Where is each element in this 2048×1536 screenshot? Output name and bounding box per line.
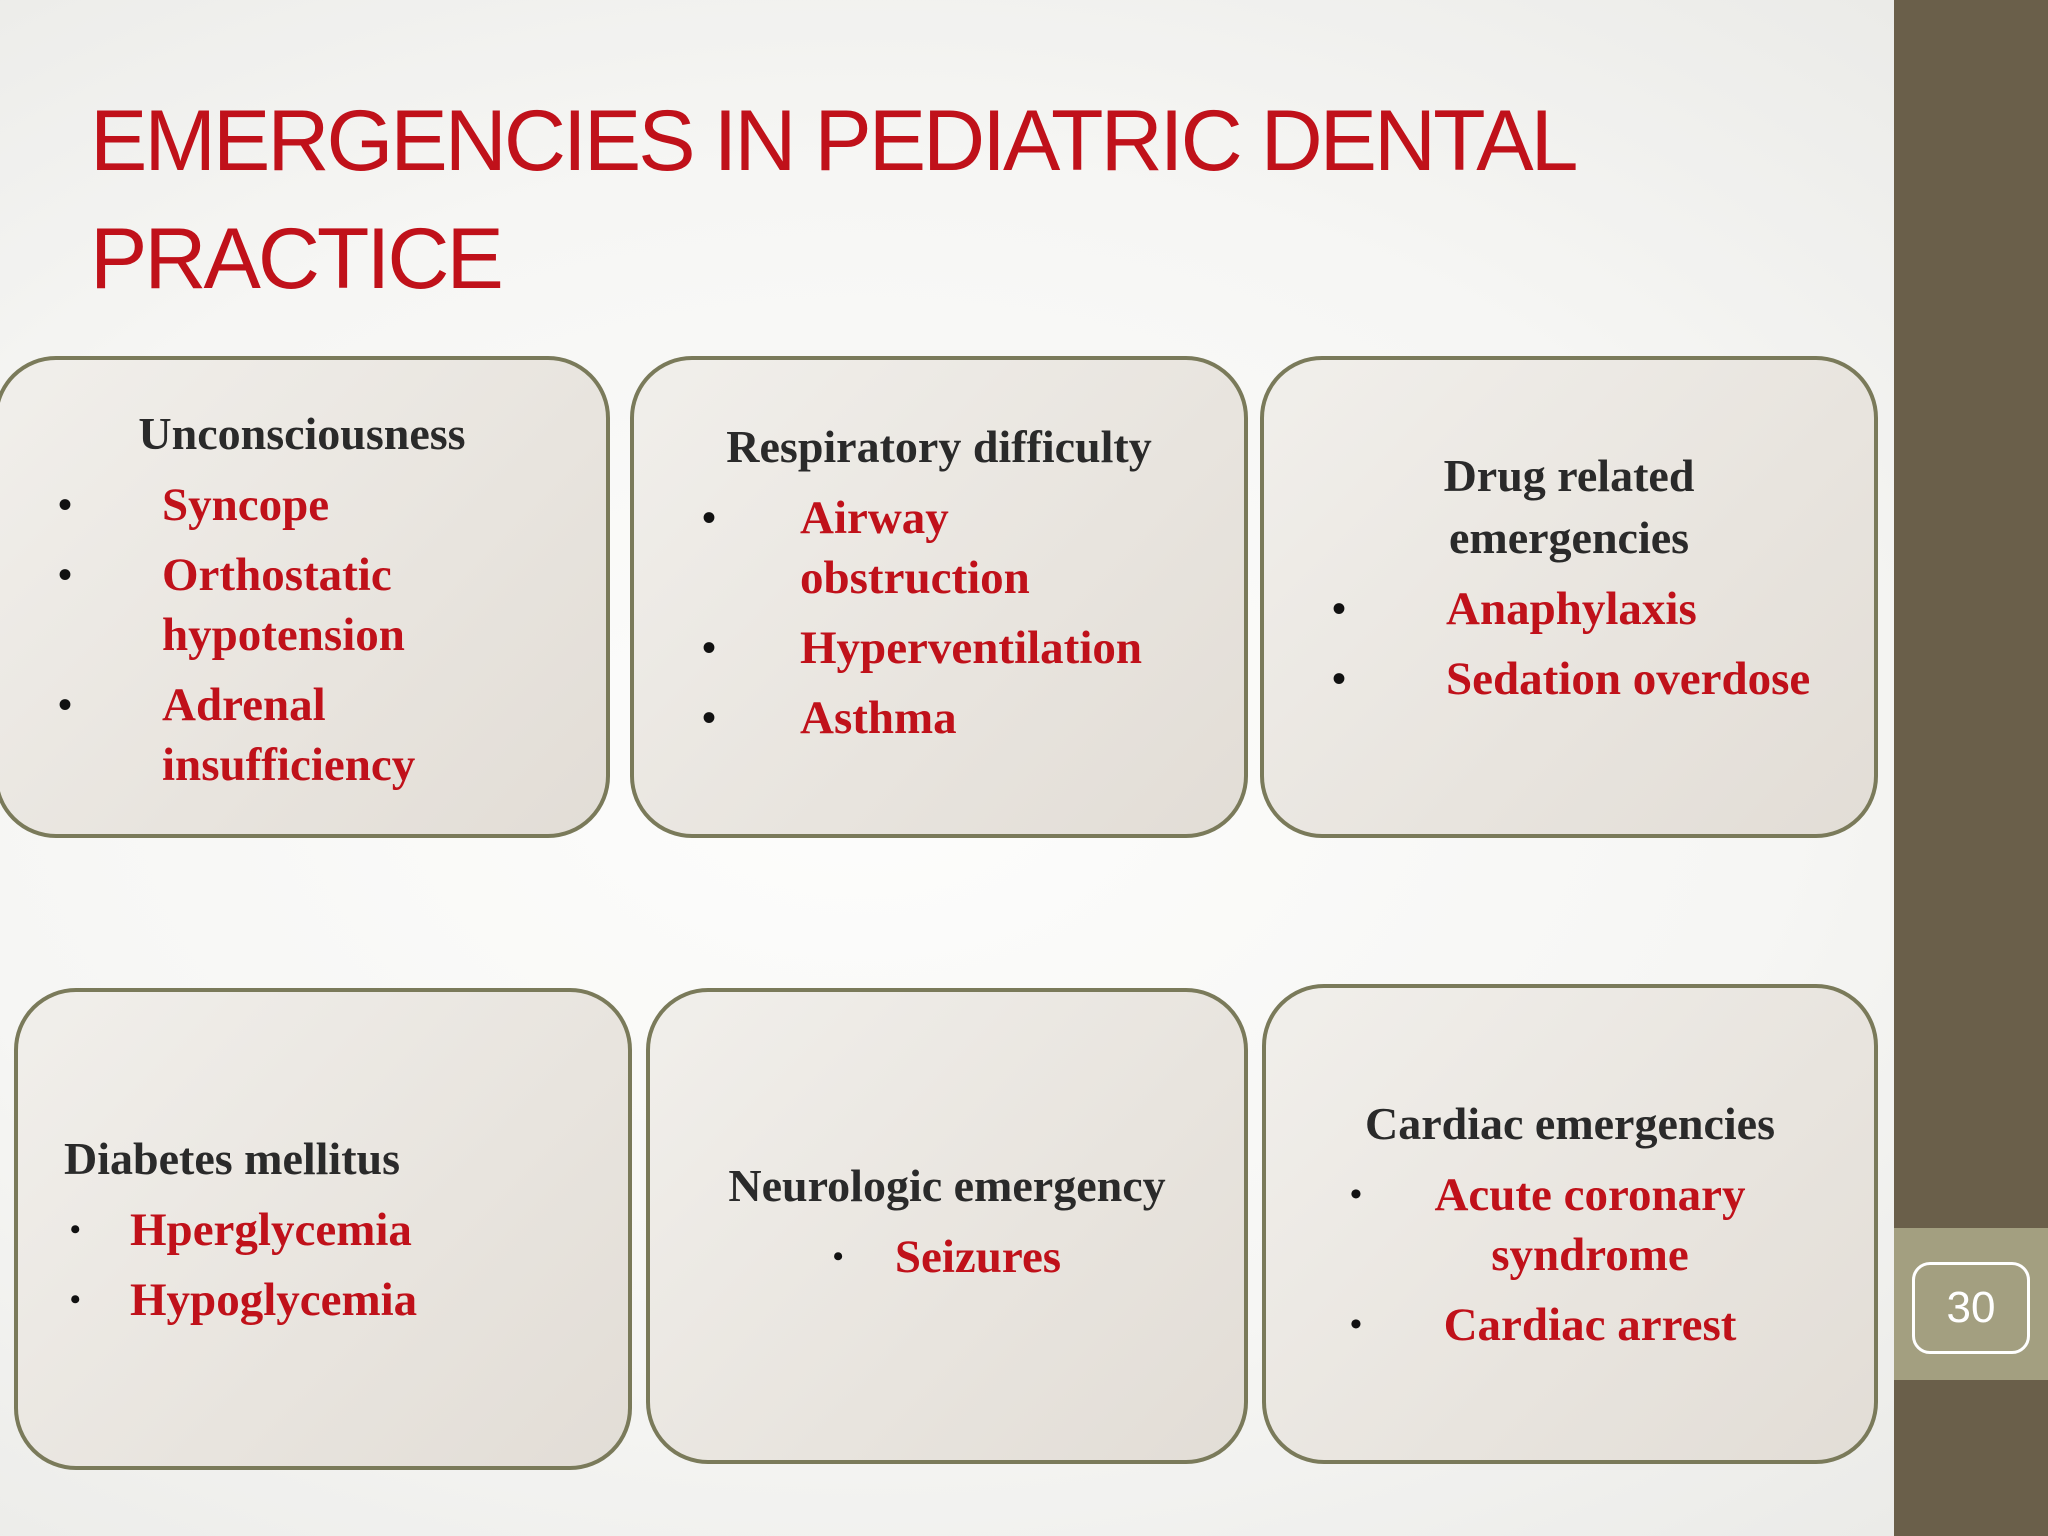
box-respiratory-difficulty	[630, 356, 1248, 838]
list-item: • Airway obstruction	[658, 488, 1100, 608]
page-number: 30	[1912, 1262, 2030, 1354]
list-item: • Anaphylaxis	[1288, 579, 1850, 639]
box-heading: Drug related emergencies	[1443, 450, 1695, 563]
item-list	[674, 1217, 1220, 1287]
box-neurologic-emergency	[646, 988, 1248, 1464]
item-list	[22, 465, 582, 795]
box-cardiac-emergencies	[1262, 984, 1878, 1464]
list-item: • Asthma	[658, 688, 1220, 748]
box-diabetes-mellitus	[14, 988, 632, 1470]
box-heading: Unconsciousness	[138, 408, 466, 459]
slide-title: EMERGENCIES IN PEDIATRIC DENTAL PRACTICE	[90, 93, 1573, 307]
item-list	[658, 478, 1220, 748]
list-item: • Hperglycemia	[64, 1200, 604, 1260]
item-list	[1290, 1155, 1850, 1355]
box-heading: Cardiac emergencies	[1364, 1098, 1775, 1149]
box-heading: Respiratory difficulty	[726, 421, 1152, 472]
box-heading: Neurologic emergency	[728, 1160, 1166, 1211]
list-item: • Cardiac arrest	[1290, 1295, 1810, 1355]
list-item: • Hypoglycemia	[64, 1270, 604, 1330]
list-item: • Orthostatic hypotension	[22, 545, 462, 665]
item-list	[64, 1190, 604, 1330]
box-heading: Diabetes mellitus	[64, 1133, 401, 1184]
box-drug-related-emergencies	[1260, 356, 1878, 838]
box-unconsciousness	[0, 356, 610, 838]
list-item: • Hyperventilation	[658, 618, 1220, 678]
list-item: • Seizures	[833, 1227, 1061, 1287]
list-item: • Sedation overdose	[1288, 649, 1850, 709]
list-item: • Acute coronary syndrome	[1290, 1165, 1810, 1285]
item-list	[1288, 569, 1850, 709]
list-item: • Adrenal insufficiency	[22, 675, 462, 795]
list-item: • Syncope	[22, 475, 582, 535]
